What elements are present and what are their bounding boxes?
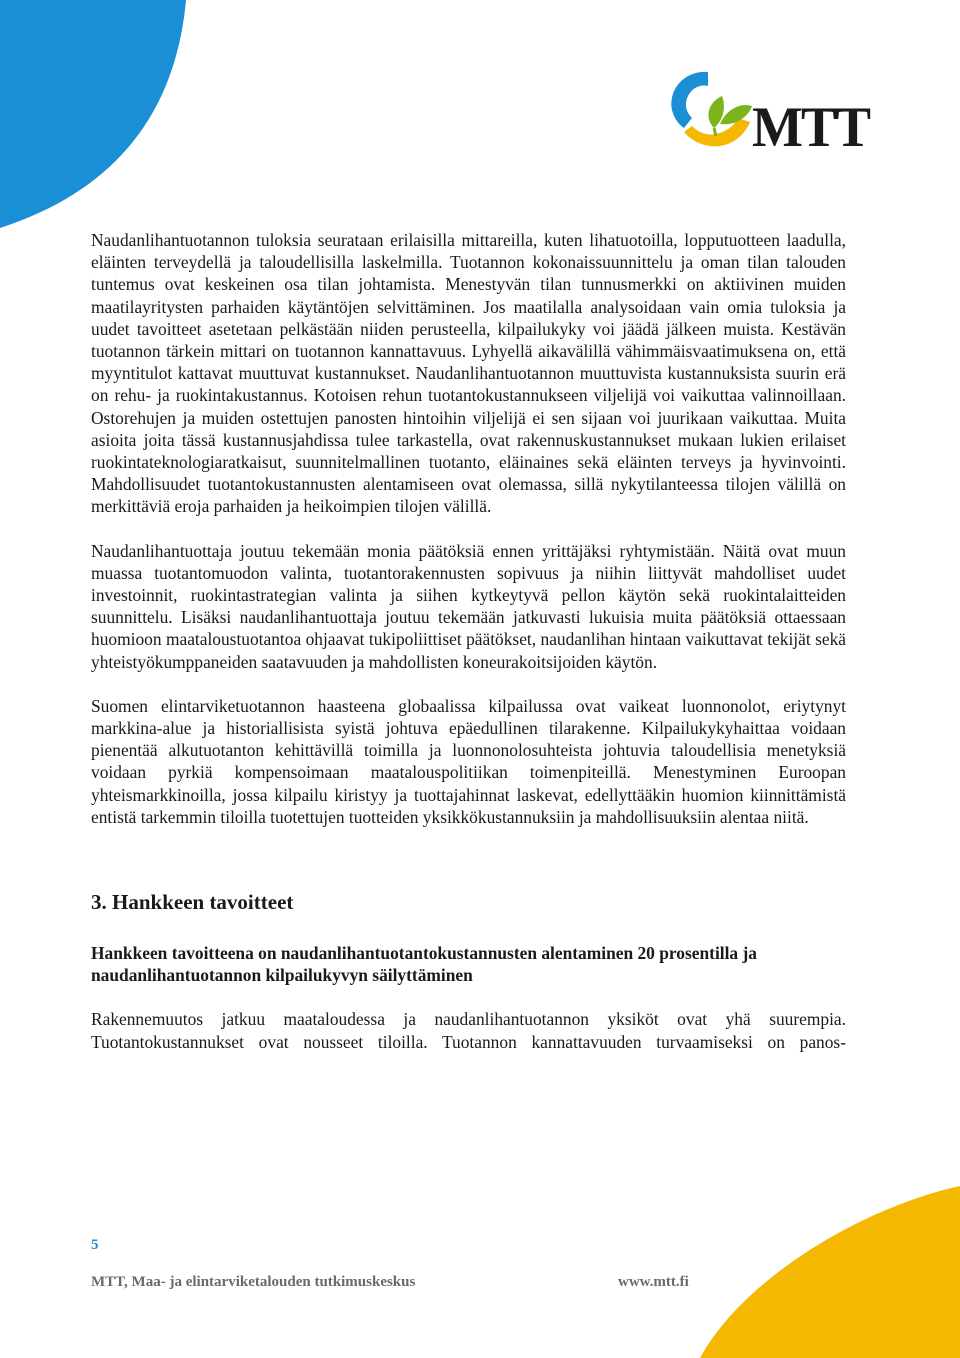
paragraph-2: Naudanlihantuottaja joutuu tekemään monia päätöksiä ennen yrittäjäksi ryhtymistään. Näitä ovat muun muassa tuotantomuodon valinta, tuotantorakennusten sopivuus ja niihin liittyvät mahdolliset uudet investoinnit, ruokintastrategian valinta ja siihen kytkeytyvä pellon käytön sekä ruokintalaitteiden suunnittelu. Lisäksi naudanlihantuottaja joutuu tekemään jatkuvasti lukuisia muita päätöksiä ottaessaan huomioon maataloustuotantoa ohjaavat tukipoliittiset päätökset, naudanlihan hintaan vaikuttavat tekijät sekä yhteistyökumppaneiden saatavuuden ja mahdollisten koneurakoitsijoiden käytön. (91, 540, 846, 672)
paragraph-3: Suomen elintarviketuotannon haasteena globaalissa kilpailussa ovat vaikeat luonnonolot, eriytynyt markkina-alue ja historiallisista syistä johtuva epäedullinen tilarakenne. Kilpailukykyhaittaa voidaan pienentää alkutuotanton kehittävillä toimilla ja luonnonolosuhteista johtuvia taloudellisia menetyksiä voidaan pyrkiä kompensoimaan maatalouspolitiikan toimenpiteillä. Menestyminen Euroopan yhteismarkkinoilla, jossa kilpailu kiristyy ja tuottajahinnat laskevat, edellyttääkin huomion kiinnittämistä entistä tarkemmin tiloilla tuotettujen tuotteiden yksikkökustannuksiin ja mahdollisuuksiin alentaa niitä. (91, 695, 846, 827)
paragraph-1: Naudanlihantuotannon tuloksia seurataan erilaisilla mittareilla, kuten lihatuotoilla, lopputuotteen laadulla, eläinten terveydellä ja taloudellisilla laskelmilla. Tuotannon kokonaissuunnittelu ja oman tilan talouden tuntemus ovat keskeinen osa tilan johtamista. Menestyvän tilan tunnusmerkki on aktiivinen muiden maatilayritysten parhaiden käytäntöjen selvittäminen. Jos maatilalla analysoidaan vain omia tuloksia ja uudet tavoitteet asetetaan pelkästään niiden perusteella, kilpailukyky voi jäädä jälkeen muista. Kestävän tuotannon tärkein mittari on tuotannon kannattavuus. Lyhyellä aikavälillä vähimmäisvaatimuksena on, että myyntitulot kattavat muuttuvat kustannukset. Naudanlihantuotannon muuttuvista kustannuksista suurin erä on rehu- ja ruokintakustannus. Kotoisen rehun tuotantokustannukseen viljelijä voi vaikuttaa valinnoillaan. Ostorehujen ja muiden ostettujen panosten hintoihin viljelijä ei sen sijaan voi juurikaan vaikuttaa. Muita asioita joita tässä kustannusjahdissa tulee tarkastella, ovat rakennuskustannukset mukaan lukien erilaiset ruokintateknologiaratkaisut, suunnitelmallinen tuotanto, eläinaines sekä eläinten terveys ja hyvinvointi. Mahdollisuudet tuotantokustannusten alentamiseen ovat olemassa, sillä nykytilanteessa tilojen välillä on merkittäviä eroja parhaiden ja heikoimpien tilojen välillä. (91, 230, 846, 517)
document-body (91, 229, 846, 1053)
footer-url: www.mtt.fi (618, 1274, 689, 1290)
bottom-right-yellow-swoosh (700, 1186, 960, 1358)
top-left-blue-swoosh (0, 0, 186, 228)
paragraph-4: Rakennemuutos jatkuu maataloudessa ja naudanlihantuotannon yksiköt ovat yhä suurempia. Tuotantokustannukset ovat nousseet tiloilla. Tuotannon kannattavuuden turvaamiseksi on panos- (91, 1009, 846, 1052)
logo-wordmark: MTT (752, 95, 870, 159)
section-heading: 3. Hankkeen tavoitteet (91, 890, 294, 915)
footer-organization: MTT, Maa- ja elintarviketalouden tutkimuskeskus (91, 1274, 416, 1290)
section-subheading: Hankkeen tavoitteena on naudanlihantuotantokustannusten alentaminen 20 prosentilla ja naudanlihantuotannon kilpailukyvyn säilyttäminen (91, 943, 757, 986)
page-number: 5 (91, 1237, 99, 1253)
